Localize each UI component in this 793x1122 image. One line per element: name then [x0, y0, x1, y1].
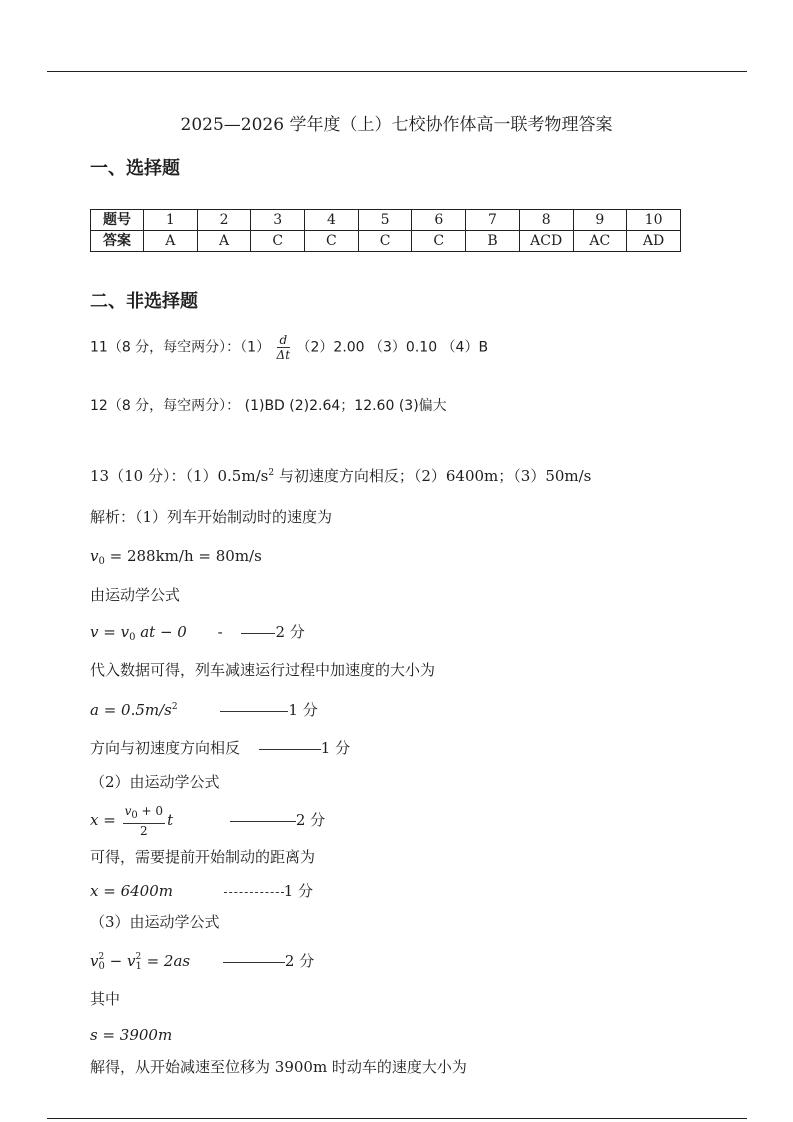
- q13-header-part2: 与初速度方向相反；（2）6400m；（3）50m/s: [274, 467, 592, 485]
- score-dash: [224, 892, 284, 893]
- q11-line: [90, 333, 488, 362]
- q12-line: 12（8 分，每空两分）： (1)BD (2)2.64；12.60 (3)偏大: [90, 398, 447, 414]
- v0-symbol: v: [90, 547, 99, 565]
- eq2-num-rest: + 0: [137, 804, 164, 818]
- q11-prefix: 11（8 分，每空两分）：（1）: [90, 339, 271, 356]
- question-number-cell: 6: [412, 210, 466, 231]
- answer-table: [90, 209, 681, 252]
- score-dash: [259, 749, 321, 750]
- answer-cell: A: [144, 231, 198, 252]
- question-number-cell: 3: [251, 210, 305, 231]
- score-dash: [223, 962, 285, 963]
- eq3-rhs: = 2as: [141, 952, 191, 970]
- direction-text: 方向与初速度方向相反: [90, 739, 241, 757]
- question-number-cell: 4: [305, 210, 359, 231]
- accel-value: a = 0.5m/s: [90, 701, 172, 719]
- eq1-lhs: v = v: [90, 623, 130, 641]
- eq2-lhs: x =: [90, 811, 121, 829]
- q13-equation-3: [90, 952, 314, 971]
- eq1-minus: -: [217, 623, 223, 641]
- q13-substitute: 代入数据可得，列车减速运行过程中加速度的大小为: [90, 661, 436, 679]
- accel-score: 1 分: [288, 701, 318, 719]
- direction-score: 1 分: [320, 739, 351, 757]
- eq3-sup0: 2: [98, 952, 105, 962]
- question-number-cell: 10: [627, 210, 681, 231]
- answer-cell: C: [358, 231, 412, 252]
- table-label-number: 题号: [91, 210, 144, 231]
- q13-distance: 可得，需要提前开始制动的距离为: [90, 848, 316, 866]
- x-score: 1 分: [283, 882, 314, 900]
- score-dash: [241, 633, 275, 634]
- q11-frac-num: d: [277, 333, 291, 348]
- v0-subscript: 0: [98, 556, 105, 567]
- eq3-v0: v: [90, 952, 99, 970]
- section-heading-nonchoice: 二、非选择题: [90, 291, 198, 312]
- question-number-cell: 9: [573, 210, 627, 231]
- footer-rule: [47, 1118, 747, 1119]
- eq1-rhs: at − 0: [135, 623, 187, 641]
- eq3-sub0: 0: [98, 961, 105, 972]
- eq1-score: 2 分: [275, 623, 305, 641]
- score-dash: [230, 821, 296, 822]
- q13-initial-velocity: [90, 547, 262, 568]
- eq3-score: 2 分: [284, 952, 315, 970]
- answer-cell: C: [251, 231, 305, 252]
- answer-cell: AD: [627, 231, 681, 252]
- q13-formula-intro: 由运动学公式: [90, 586, 181, 604]
- question-number-cell: 5: [358, 210, 412, 231]
- q13-header-part1: 13（10 分）：（1）0.5m/s: [90, 467, 269, 485]
- question-number-cell: 8: [519, 210, 573, 231]
- eq2-den: 2: [140, 824, 148, 838]
- score-dash: [220, 711, 288, 712]
- q13-direction: [90, 739, 350, 757]
- eq3-sup1: 2: [135, 952, 142, 962]
- q13-equation-1: [90, 623, 305, 644]
- q13-where: 其中: [90, 990, 121, 1008]
- q11-frac-den: Δt: [276, 348, 291, 362]
- eq2-t: t: [167, 811, 174, 829]
- eq1-subscript: 0: [129, 632, 136, 643]
- v0-value: = 288km/h = 80m/s: [104, 547, 262, 565]
- eq3-v1: − v: [104, 952, 136, 970]
- eq2-fraction: [123, 804, 165, 838]
- header-rule: [47, 71, 747, 72]
- eq2-num-sub: 0: [131, 810, 138, 821]
- answer-cell: C: [305, 231, 359, 252]
- eq3-sub1: 1: [135, 961, 142, 972]
- question-number-cell: 7: [466, 210, 520, 231]
- table-row-numbers: [91, 210, 681, 231]
- s-value: s = 3900m: [90, 1026, 173, 1044]
- q13-analysis: 解析：（1）列车开始制动时的速度为: [90, 508, 333, 526]
- q13-equation-2: [90, 804, 325, 838]
- accel-sup: 2: [171, 702, 178, 712]
- table-row-answers: [91, 231, 681, 252]
- eq2-num-var: v: [124, 804, 132, 818]
- section-heading-choice: 一、选择题: [90, 158, 180, 179]
- q13-s-value: [90, 1026, 172, 1044]
- question-number-cell: 2: [197, 210, 251, 231]
- q13-header-sup: 2: [268, 468, 275, 478]
- q13-x-value: [90, 882, 313, 900]
- q13-part3-intro: （3）由运动学公式: [90, 913, 220, 931]
- q11-fraction: [277, 333, 291, 362]
- answer-cell: A: [197, 231, 251, 252]
- eq2-score: 2 分: [295, 811, 326, 829]
- answer-cell: C: [412, 231, 466, 252]
- q11-rest: （2）2.00 （3）0.10 （4）B: [296, 339, 489, 356]
- q13-acceleration: [90, 701, 318, 719]
- q13-header: [90, 467, 591, 485]
- q13-part2-intro: （2）由运动学公式: [90, 773, 220, 791]
- table-label-answer: 答案: [91, 231, 144, 252]
- q13-solve: 解得，从开始减速至位移为 3900m 时动车的速度大小为: [90, 1058, 467, 1076]
- page-title: 2025—2026 学年度（上）七校协作体高一联考物理答案: [180, 115, 613, 135]
- answer-cell: AC: [573, 231, 627, 252]
- answer-cell: ACD: [519, 231, 573, 252]
- question-number-cell: 1: [144, 210, 198, 231]
- answer-cell: B: [466, 231, 520, 252]
- x-value: x = 6400m: [90, 882, 173, 900]
